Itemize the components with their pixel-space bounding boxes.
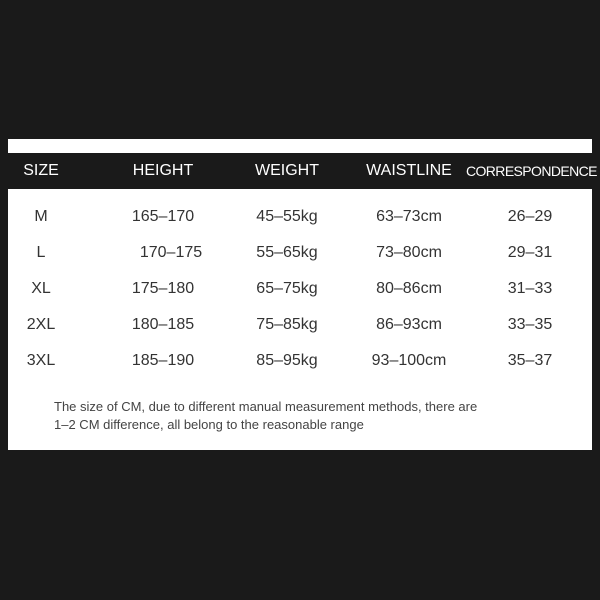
- cell-height: 185–190: [131, 352, 195, 369]
- cell-weight: 45–55kg: [256, 208, 318, 225]
- header-weight: WEIGHT: [255, 162, 319, 179]
- cell-height: 170–175: [139, 244, 203, 261]
- note-line: 1–2 CM difference, all belong to the reasonable range: [54, 417, 364, 432]
- table-row: [8, 343, 592, 379]
- cell-waistline: 63–73cm: [376, 208, 442, 225]
- cell-correspondence: 33–35: [507, 316, 553, 333]
- cell-correspondence: 26–29: [507, 208, 553, 225]
- cell-size: L: [36, 244, 46, 261]
- cell-waistline: 93–100cm: [371, 352, 447, 369]
- cell-size: 2XL: [26, 316, 56, 333]
- cell-height: 180–185: [131, 316, 195, 333]
- cell-waistline: 86–93cm: [376, 316, 442, 333]
- cell-waistline: 73–80cm: [376, 244, 442, 261]
- table-row: [8, 271, 592, 307]
- cell-weight: 75–85kg: [256, 316, 318, 333]
- header-size: SIZE: [23, 162, 59, 179]
- header-waistline: WAISTLINE: [366, 162, 452, 179]
- header-height: HEIGHT: [132, 162, 194, 179]
- header-correspondence: CORRESPONDENCE: [466, 163, 597, 179]
- size-chart-card: [8, 139, 597, 450]
- cell-weight: 85–95kg: [256, 352, 318, 369]
- cell-size: 3XL: [26, 352, 56, 369]
- cell-size: XL: [31, 280, 51, 297]
- table-row: [8, 199, 592, 235]
- table-row: [8, 307, 592, 343]
- cell-weight: 65–75kg: [256, 280, 318, 297]
- cell-correspondence: 29–31: [507, 244, 553, 261]
- cell-correspondence: 35–37: [507, 352, 553, 369]
- cell-weight: 55–65kg: [256, 244, 318, 261]
- cell-height: 165–170: [131, 208, 195, 225]
- cell-waistline: 80–86cm: [376, 280, 442, 297]
- cell-size: M: [34, 208, 48, 225]
- note-line: The size of CM, due to different manual measurement methods, there are: [54, 399, 478, 414]
- cell-correspondence: 31–33: [507, 280, 553, 297]
- table-row: [8, 235, 592, 271]
- table-header: [8, 153, 597, 189]
- measurement-note: [54, 398, 574, 434]
- cell-height: 175–180: [131, 280, 195, 297]
